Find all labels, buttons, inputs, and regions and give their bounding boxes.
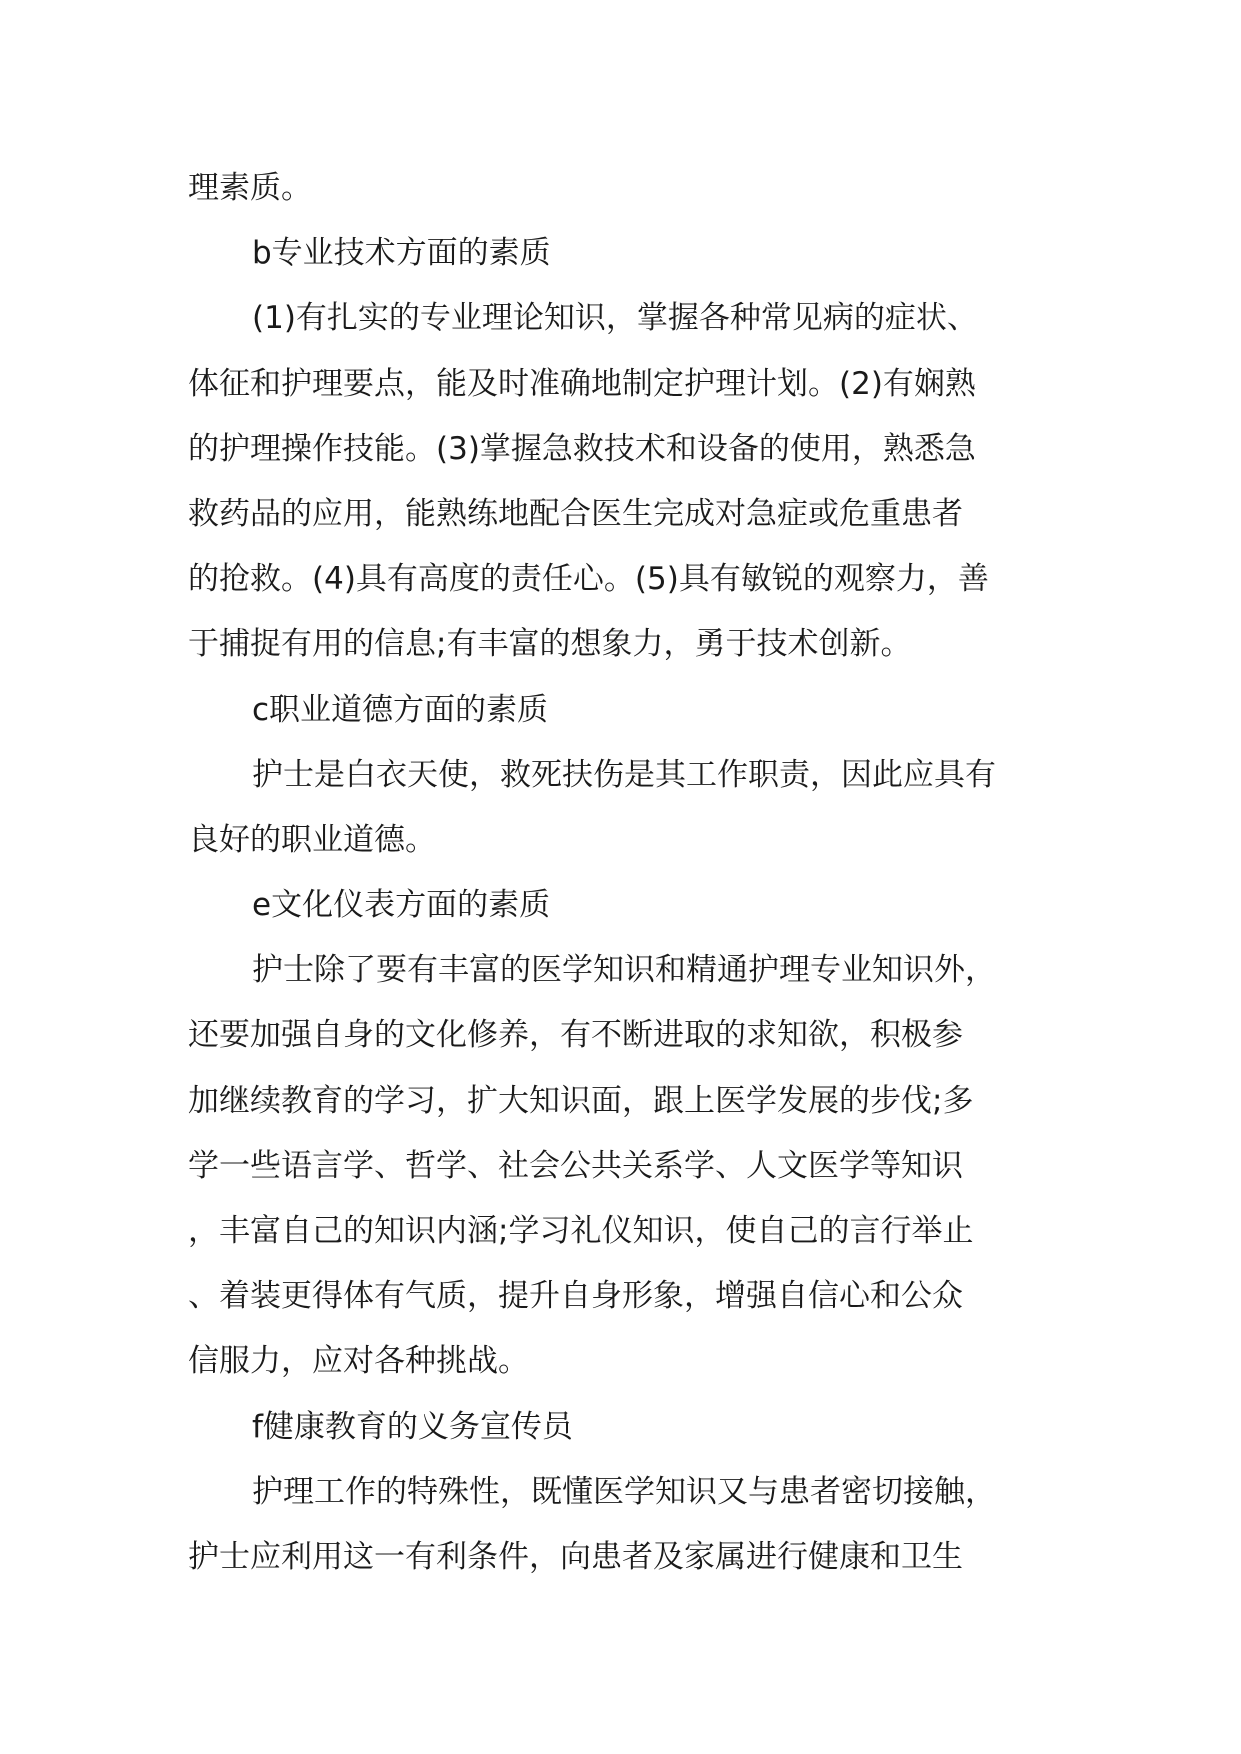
text-line: 的抢救。(4)具有高度的责任心。(5)具有敏锐的观察力，善 (188, 561, 989, 598)
text-line: 加继续教育的学习，扩大知识面，跟上医学发展的步伐;多 (188, 1082, 974, 1119)
text-line: b专业技术方面的素质 (252, 235, 551, 272)
text-line: 护士是白衣天使，救死扶伤是其工作职责，因此应具有 (252, 756, 996, 793)
document-body (188, 156, 1068, 1590)
text-line: ，丰富自己的知识内涵;学习礼仪知识，使自己的言行举止 (188, 1213, 974, 1249)
text-line: 于捕捉有用的信息;有丰富的想象力，勇于技术创新。 (188, 626, 912, 663)
text-line: 信服力，应对各种挑战。 (188, 1343, 529, 1380)
text-line: 学一些语言学、哲学、社会公共关系学、人文医学等知识 (188, 1147, 963, 1184)
text-line: 护士应利用这一有利条件，向患者及家属进行健康和卫生 (188, 1538, 963, 1575)
text-line: 理素质。 (188, 170, 312, 206)
text-line: 、着装更得体有气质，提升自身形象，增强自信心和公众 (188, 1278, 963, 1315)
text-line: 救药品的应用，能熟练地配合医生完成对急症或危重患者 (188, 495, 963, 532)
text-line: 护理工作的特殊性，既懂医学知识又与患者密切接触， (252, 1473, 996, 1510)
text-line: 良好的职业道德。 (188, 821, 436, 858)
text-line: 护士除了要有丰富的医学知识和精通护理专业知识外， (252, 952, 996, 989)
text-line: c职业道德方面的素质 (252, 691, 549, 728)
text-line: 的护理操作技能。(3)掌握急救技术和设备的使用，熟悉急 (188, 430, 976, 467)
text-line: 体征和护理要点，能及时准确地制定护理计划。(2)有娴熟 (188, 365, 976, 402)
text-line: e文化仪表方面的素质 (252, 887, 551, 924)
text-line: (1)有扎实的专业理论知识，掌握各种常见病的症状、 (252, 300, 978, 337)
text-line: 还要加强自身的文化修养，有不断进取的求知欲，积极参 (188, 1017, 963, 1054)
text-line: f健康教育的义务宣传员 (252, 1408, 573, 1445)
